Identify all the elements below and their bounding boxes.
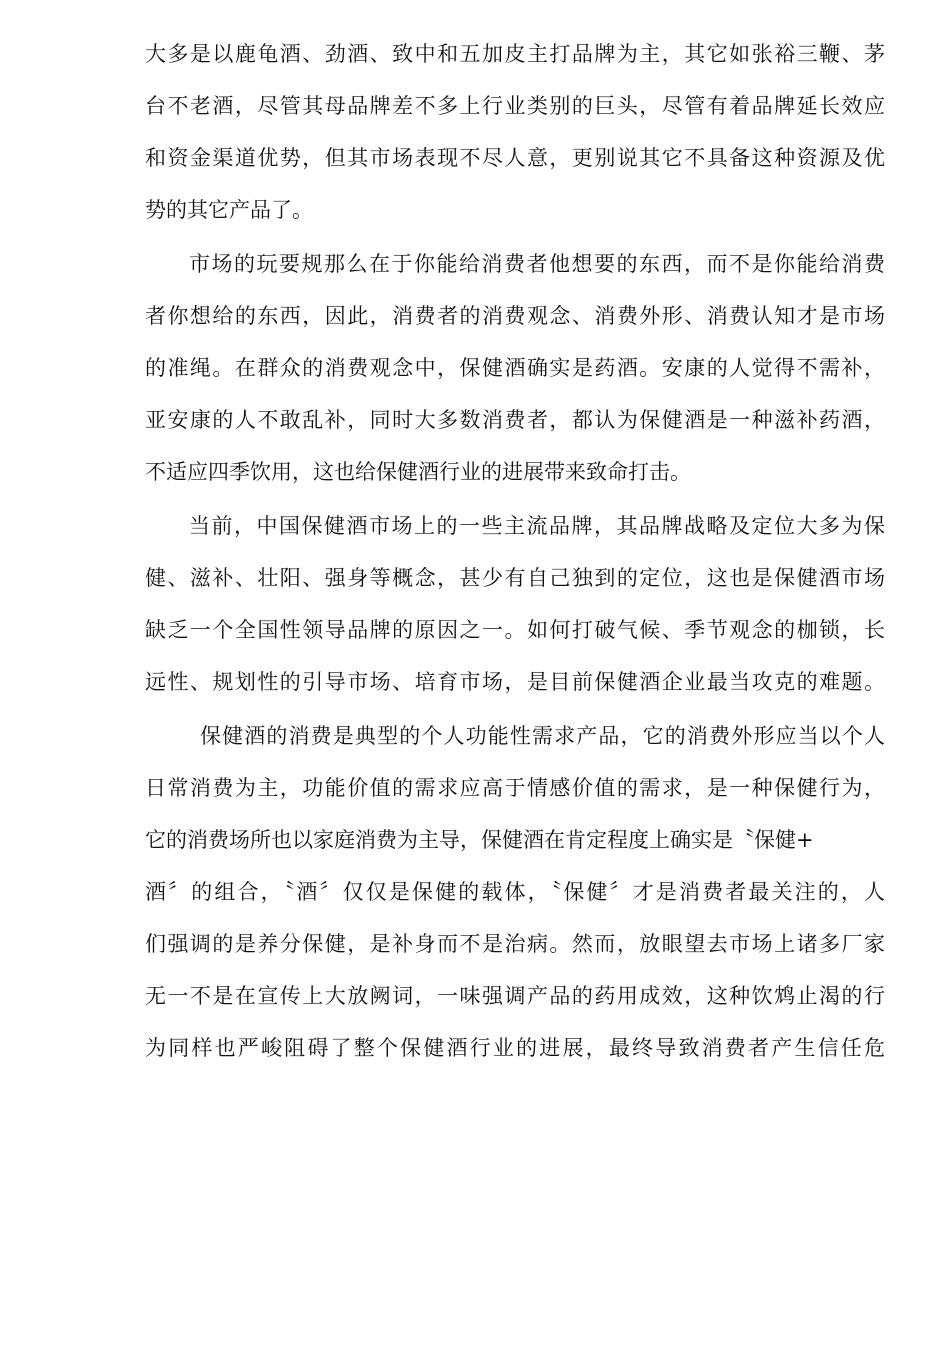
text-line: 日常消费为主，功能价值的需求应高于情感价值的需求，是一种保健行为， bbox=[145, 776, 885, 800]
text-line: 它的消费场所也以家庭消费为主导，保健酒在肯定程度上确实是〝保健+ bbox=[145, 828, 814, 852]
text-line: 不适应四季饮用，这也给保健酒行业的进展带来致命打击。 bbox=[145, 460, 691, 484]
text-line: 保健酒的消费是典型的个人功能性需求产品，它的消费外形应当以个人 bbox=[200, 724, 885, 748]
text-line: 市场的玩要规那么在于你能给消费者他想要的东西，而不是你能给消费 bbox=[189, 252, 885, 276]
text-line: 当前，中国保健酒市场上的一些主流品牌，其品牌战略及定位大多为保 bbox=[189, 514, 885, 538]
text-line: 大多是以鹿龟酒、劲酒、致中和五加皮主打品牌为主，其它如张裕三鞭、茅 bbox=[145, 42, 885, 66]
text-line: 为同样也严峻阻碍了整个保健酒行业的进展，最终导致消费者产生信任危 bbox=[145, 1036, 885, 1060]
paragraph-1 bbox=[145, 32, 885, 240]
text-line: 的准绳。在群众的消费观念中，保健酒确实是药酒。安康的人觉得不需补， bbox=[145, 356, 885, 380]
body-text bbox=[145, 32, 885, 1078]
text-line: 缺乏一个全国性领导品牌的原因之一。如何打破气候、季节观念的枷锁，长 bbox=[145, 618, 885, 642]
text-line: 健、滋补、壮阳、强身等概念，甚少有自己独到的定位，这也是保健酒市场 bbox=[145, 566, 885, 590]
text-line: 酒〞的组合，〝酒〞仅仅是保健的载体，〝保健〞才是消费者最关注的，人 bbox=[145, 880, 885, 904]
text-line: 亚安康的人不敢乱补，同时大多数消费者，都认为保健酒是一种滋补药酒， bbox=[145, 408, 885, 432]
text-line: 们强调的是养分保健，是补身而不是治病。然而，放眼望去市场上诸多厂家 bbox=[145, 932, 885, 956]
paragraph-2 bbox=[145, 242, 885, 502]
text-line: 远性、规划性的引导市场、培育市场，是目前保健酒企业最当攻克的难题。 bbox=[145, 670, 885, 694]
paragraph-4 bbox=[145, 714, 885, 1078]
text-line: 无一不是在宣传上大放阙词，一味强调产品的药用成效，这种饮鸩止渴的行 bbox=[145, 984, 885, 1008]
paragraph-3 bbox=[145, 504, 885, 712]
text-line: 者你想给的东西，因此，消费者的消费观念、消费外形、消费认知才是市场 bbox=[145, 304, 885, 328]
text-line: 台不老酒，尽管其母品牌差不多上行业类别的巨头，尽管有着品牌延长效应 bbox=[145, 94, 885, 118]
text-line: 和资金渠道优势，但其市场表现不尽人意，更别说其它不具备这种资源及优 bbox=[145, 146, 885, 170]
text-line: 势的其它产品了。 bbox=[145, 198, 313, 222]
